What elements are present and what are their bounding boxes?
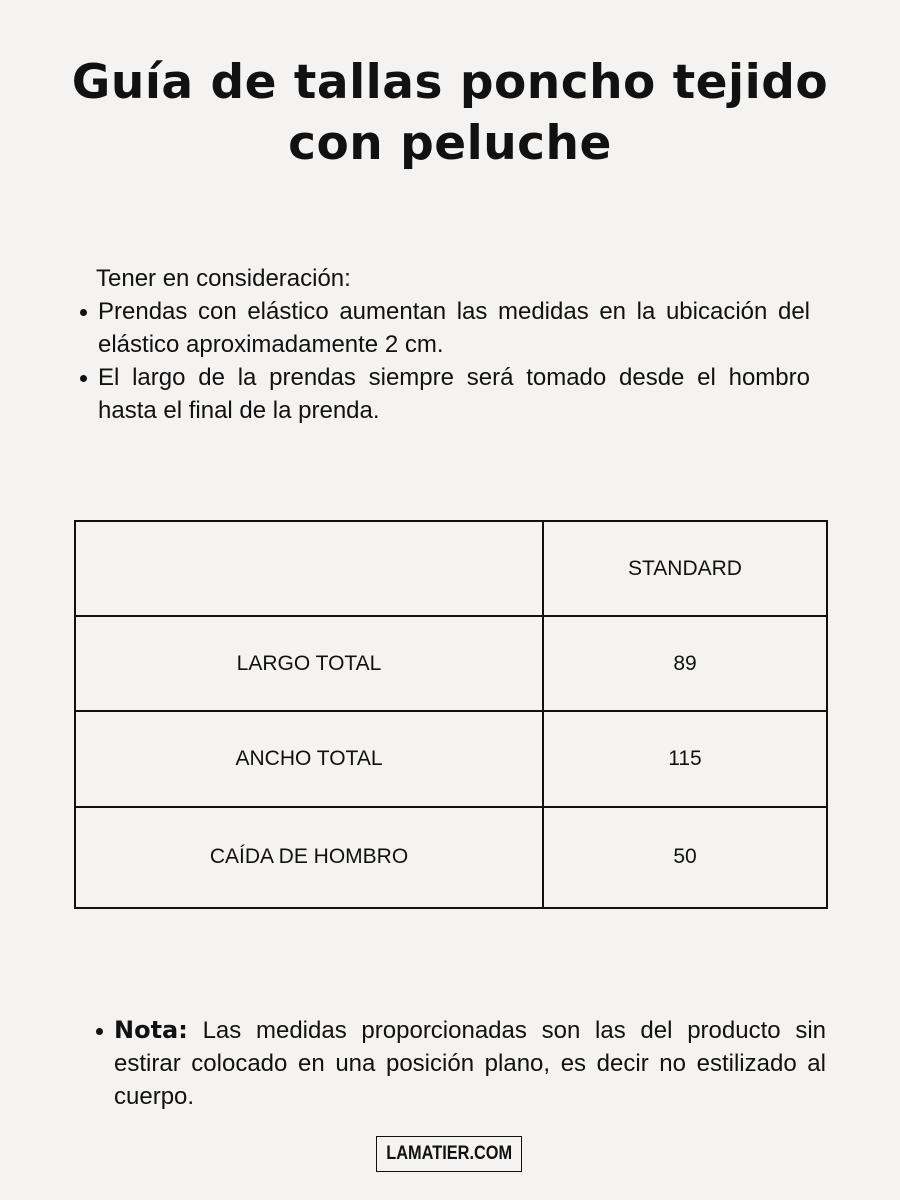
table-row bbox=[75, 807, 827, 908]
note-text: Las medidas proporcionadas son las del producto sin estirar colocado en una posición plano, es decir no estilizado al cuerpo. bbox=[114, 1017, 826, 1110]
row-value-caida-de-hombro: 50 bbox=[543, 807, 827, 908]
size-table bbox=[74, 520, 828, 909]
considerations-bullet-elastic: Prendas con elástico aumentan las medidas en la ubicación del elástico aproximadamente 2 cm. bbox=[78, 295, 810, 361]
considerations-list bbox=[78, 295, 810, 427]
note-section bbox=[96, 1014, 826, 1113]
row-value-ancho-total: 115 bbox=[543, 711, 827, 806]
note-bullet bbox=[96, 1014, 826, 1113]
table-header-standard: STANDARD bbox=[543, 521, 827, 616]
page-title bbox=[0, 52, 900, 174]
brand-text: LAMATIER.COM bbox=[386, 1143, 512, 1164]
table-row bbox=[75, 711, 827, 806]
considerations-bullet-length: El largo de la prendas siempre será tomado desde el hombro hasta el final de la prenda. bbox=[78, 361, 810, 427]
note-list bbox=[96, 1014, 826, 1113]
brand-logo bbox=[376, 1136, 522, 1172]
row-label-largo-total: LARGO TOTAL bbox=[75, 616, 543, 711]
table-header-row bbox=[75, 521, 827, 616]
note-label: Nota: bbox=[114, 1016, 188, 1044]
row-label-ancho-total: ANCHO TOTAL bbox=[75, 711, 543, 806]
considerations-section bbox=[78, 262, 810, 427]
row-value-largo-total: 89 bbox=[543, 616, 827, 711]
row-label-caida-de-hombro: CAÍDA DE HOMBRO bbox=[75, 807, 543, 908]
considerations-intro: Tener en consideración: bbox=[96, 265, 351, 292]
page-title-line-2: con peluche bbox=[288, 116, 612, 171]
table-header-empty-cell bbox=[75, 521, 543, 616]
page-title-line-1: Guía de tallas poncho tejido bbox=[71, 55, 829, 110]
table-row bbox=[75, 616, 827, 711]
